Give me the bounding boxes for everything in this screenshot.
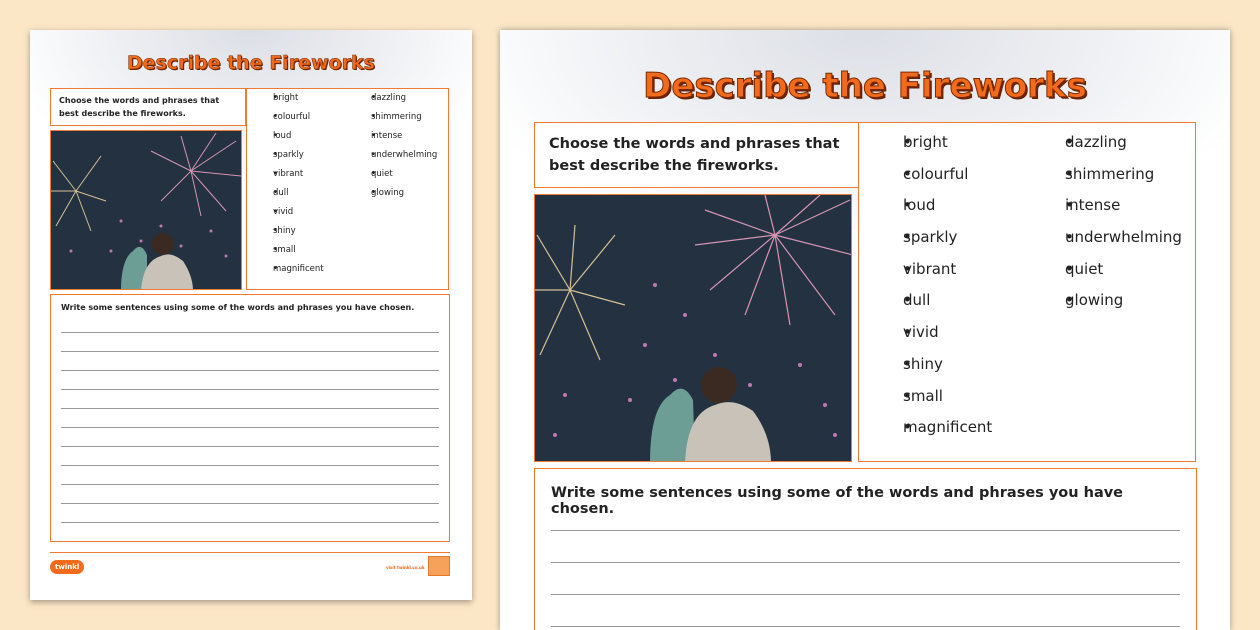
- writing-line[interactable]: [61, 332, 439, 333]
- word-item: • colourful: [261, 112, 324, 131]
- word-item: • shiny: [261, 226, 324, 245]
- word-item: • intense: [1049, 196, 1182, 228]
- instruction-box: [50, 88, 246, 126]
- footer-divider: [50, 552, 450, 553]
- word-item: • dull: [887, 291, 992, 323]
- word-list-box: [246, 88, 449, 290]
- writing-line[interactable]: [551, 594, 1180, 595]
- fireworks-photo: [534, 194, 852, 462]
- word-item: • loud: [887, 196, 992, 228]
- word-item: • glowing: [1049, 291, 1182, 323]
- word-item: • quiet: [359, 169, 437, 188]
- word-item: • vivid: [887, 323, 992, 355]
- writing-line[interactable]: [61, 408, 439, 409]
- word-item: • vibrant: [261, 169, 324, 188]
- writing-line[interactable]: [551, 562, 1180, 563]
- footer-badge: [428, 556, 450, 576]
- writing-line[interactable]: [61, 370, 439, 371]
- writing-line[interactable]: [61, 446, 439, 447]
- word-item: • dull: [261, 188, 324, 207]
- twinkl-logo: twinkl: [50, 560, 84, 574]
- word-item: • underwhelming: [1049, 228, 1182, 260]
- word-item: • shiny: [887, 355, 992, 387]
- word-item: • small: [261, 245, 324, 264]
- word-item: • dazzling: [359, 93, 437, 112]
- word-item: • magnificent: [887, 418, 992, 450]
- word-list-column-1: [887, 133, 992, 450]
- writing-line[interactable]: [551, 530, 1180, 531]
- word-item: • shimmering: [359, 112, 437, 131]
- word-list-column-2: [359, 93, 437, 207]
- word-item: • quiet: [1049, 260, 1182, 292]
- word-item: • vibrant: [887, 260, 992, 292]
- word-item: • dazzling: [1049, 133, 1182, 165]
- writing-line[interactable]: [61, 427, 439, 428]
- instruction-box: [534, 122, 859, 188]
- word-list-column-1: [261, 93, 324, 283]
- word-item: • bright: [261, 93, 324, 112]
- word-item: • bright: [887, 133, 992, 165]
- word-item: • sparkly: [261, 150, 324, 169]
- writing-line[interactable]: [61, 522, 439, 523]
- fireworks-illustration: [51, 131, 242, 290]
- instruction-text: Choose the words and phrases that best describe the fireworks.: [549, 136, 840, 174]
- page-title: Describe the Fireworks: [127, 52, 375, 74]
- worksheet-zoomed: [500, 30, 1230, 630]
- fireworks-photo: [50, 130, 242, 290]
- word-item: • loud: [261, 131, 324, 150]
- page-title: Describe the Fireworks: [643, 66, 1087, 106]
- fireworks-illustration: [535, 195, 852, 462]
- word-item: • vivid: [261, 207, 324, 226]
- word-item: • magnificent: [261, 264, 324, 283]
- word-item: • sparkly: [887, 228, 992, 260]
- instruction-text: Choose the words and phrases that best describe the fireworks.: [59, 96, 220, 118]
- word-list-box: [858, 122, 1196, 462]
- word-item: • colourful: [887, 165, 992, 197]
- word-item: • glowing: [359, 188, 437, 207]
- word-item: • shimmering: [1049, 165, 1182, 197]
- word-item: • underwhelming: [359, 150, 437, 169]
- writing-line[interactable]: [61, 484, 439, 485]
- writing-line[interactable]: [61, 389, 439, 390]
- footer-url: visit twinkl.co.uk: [386, 565, 425, 570]
- writing-box: [50, 294, 450, 542]
- writing-line[interactable]: [61, 503, 439, 504]
- worksheet-thumbnail: [30, 30, 472, 600]
- writing-line[interactable]: [551, 626, 1180, 627]
- word-item: • small: [887, 387, 992, 419]
- word-item: • intense: [359, 131, 437, 150]
- word-list-column-2: [1049, 133, 1182, 323]
- writing-prompt: Write some sentences using some of the words and phrases you have chosen.: [61, 303, 415, 312]
- writing-box: [534, 468, 1197, 630]
- writing-line[interactable]: [61, 351, 439, 352]
- writing-prompt: Write some sentences using some of the words and phrases you have chosen.: [551, 485, 1124, 517]
- writing-line[interactable]: [61, 465, 439, 466]
